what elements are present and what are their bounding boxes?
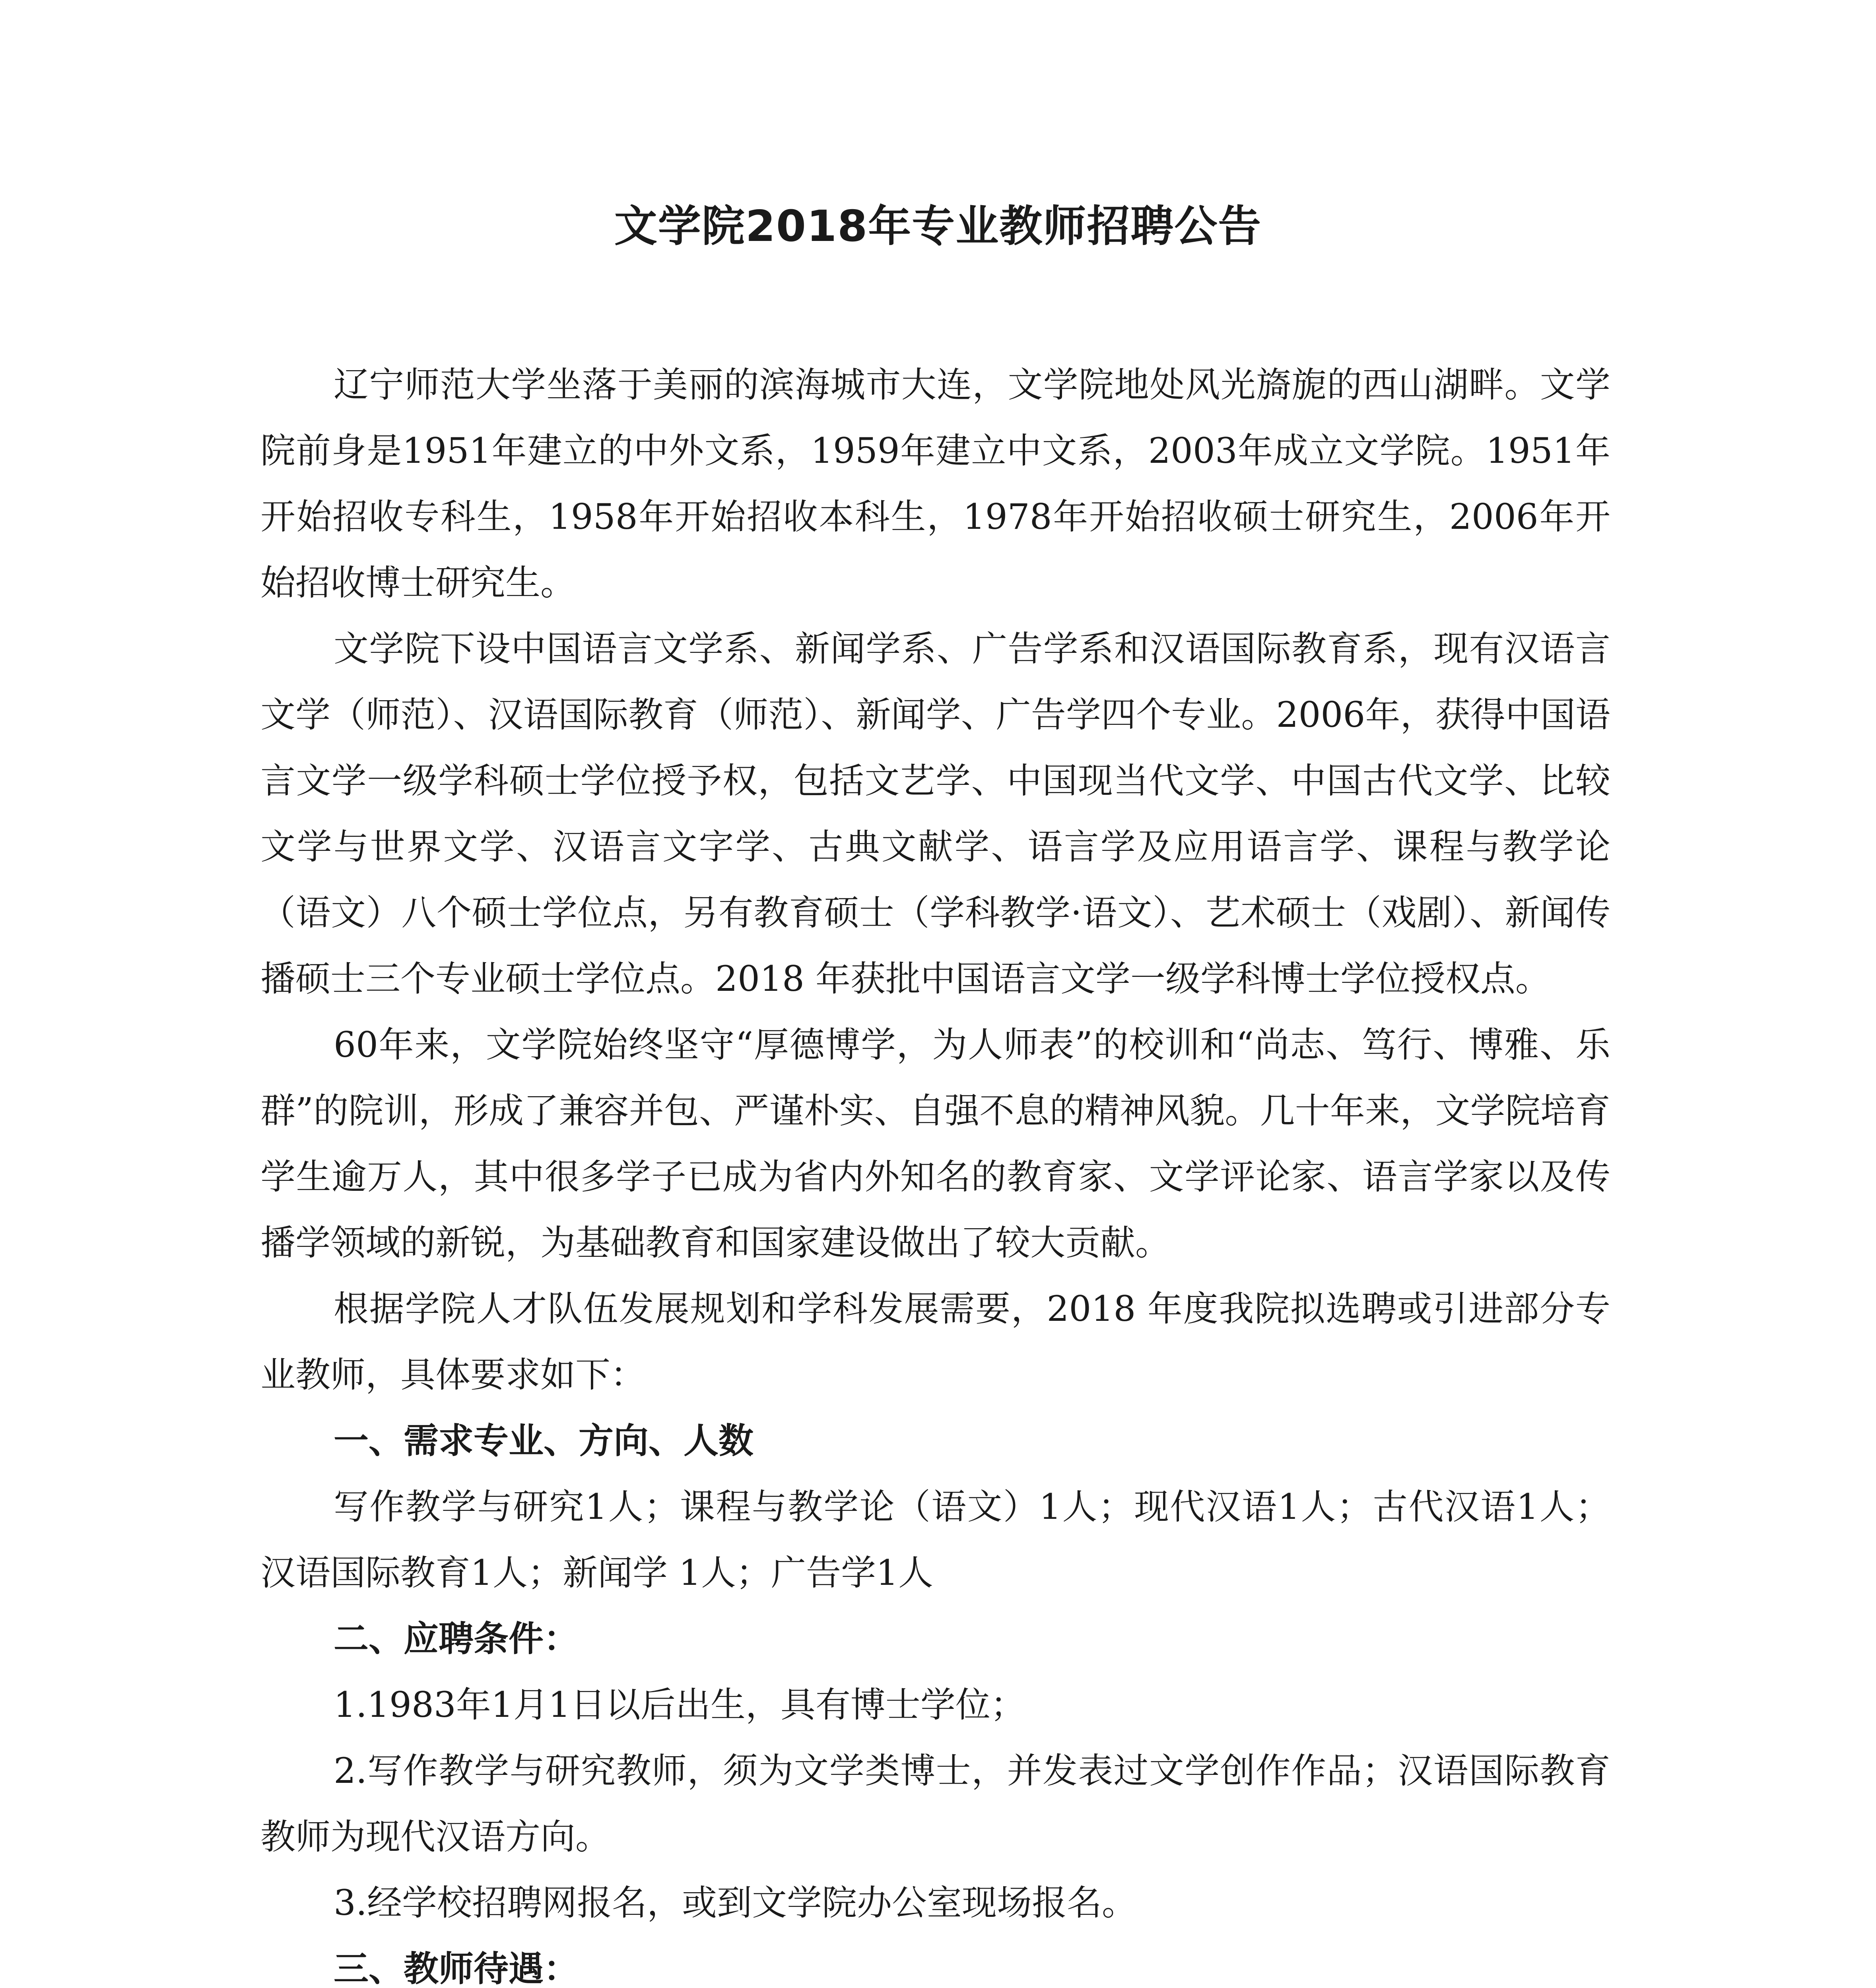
section-heading-requirements: 二、应聘条件： xyxy=(334,1618,579,1659)
intro-paragraph-history: 辽宁师范大学坐落于美丽的滨海城市大连，文学院地处风光旖旎的西山湖畔。文学院前身是1951年建立的中外文系，1959年建立中文系，2003年成立文学院。1951年开始招收专科生，1958年开始招收本科生，1978年开始招收硕士研究生，2006年开始招收博士研究生。 xyxy=(260,364,1610,603)
requirement-item-writing-teacher: 2.写作教学与研究教师，须为文学类博士，并发表过文学创作作品；汉语国际教育教师为现代汉语方向。 xyxy=(260,1750,1610,1857)
intro-paragraph-recruitment: 根据学院人才队伍发展规划和学科发展需要，2018 年度我院拟选聘或引进部分专业教师，具体要求如下： xyxy=(260,1288,1610,1395)
requirement-item-age-degree: 1.1983年1月1日以后出生，具有博士学位； xyxy=(334,1684,1025,1725)
section-text-positions: 写作教学与研究1人；课程与教学论（语文）1人；现代汉语1人；古代汉语1人；汉语国际教育1人；新闻学 1人；广告学1人 xyxy=(260,1486,1610,1593)
intro-paragraph-motto: 60年来，文学院始终坚守“厚德博学，为人师表”的校训和“尚志、笃行、博雅、乐群”的院训，形成了兼容并包、严谨朴实、自强不息的精神风貌。几十年来，文学院培育学生逾万人，其中很多学子已成为省内外知名的教育家、文学评论家、语言学家以及传播学领域的新锐，为基础教育和国家建设做出了较大贡献。 xyxy=(260,1024,1610,1263)
intro-paragraph-departments: 文学院下设中国语言文学系、新闻学系、广告学系和汉语国际教育系，现有汉语言文学（师范）、汉语国际教育（师范）、新闻学、广告学四个专业。2006年，获得中国语言文学一级学科硕士学位授予权，包括文艺学、中国现当代文学、中国古代文学、比较文学与世界文学、汉语言文字学、古典文献学、语言学及应用语言学、课程与教学论（语文）八个硕士学位点，另有教育硕士（学科教学·语文）、艺术硕士（戏剧）、新闻传播硕士三个专业硕士学位点。2018 年获批中国语言文学一级学科博士学位授权点。 xyxy=(260,628,1610,999)
requirement-item-registration: 3.经学校招聘网报名，或到文学院办公室现场报名。 xyxy=(334,1882,1137,1923)
section-heading-benefits: 三、教师待遇： xyxy=(334,1948,579,1988)
section-heading-positions: 一、需求专业、方向、人数 xyxy=(334,1420,754,1461)
document-title: 文学院2018年专业教师招聘公告 xyxy=(614,202,1262,251)
document-body xyxy=(260,352,1610,1988)
